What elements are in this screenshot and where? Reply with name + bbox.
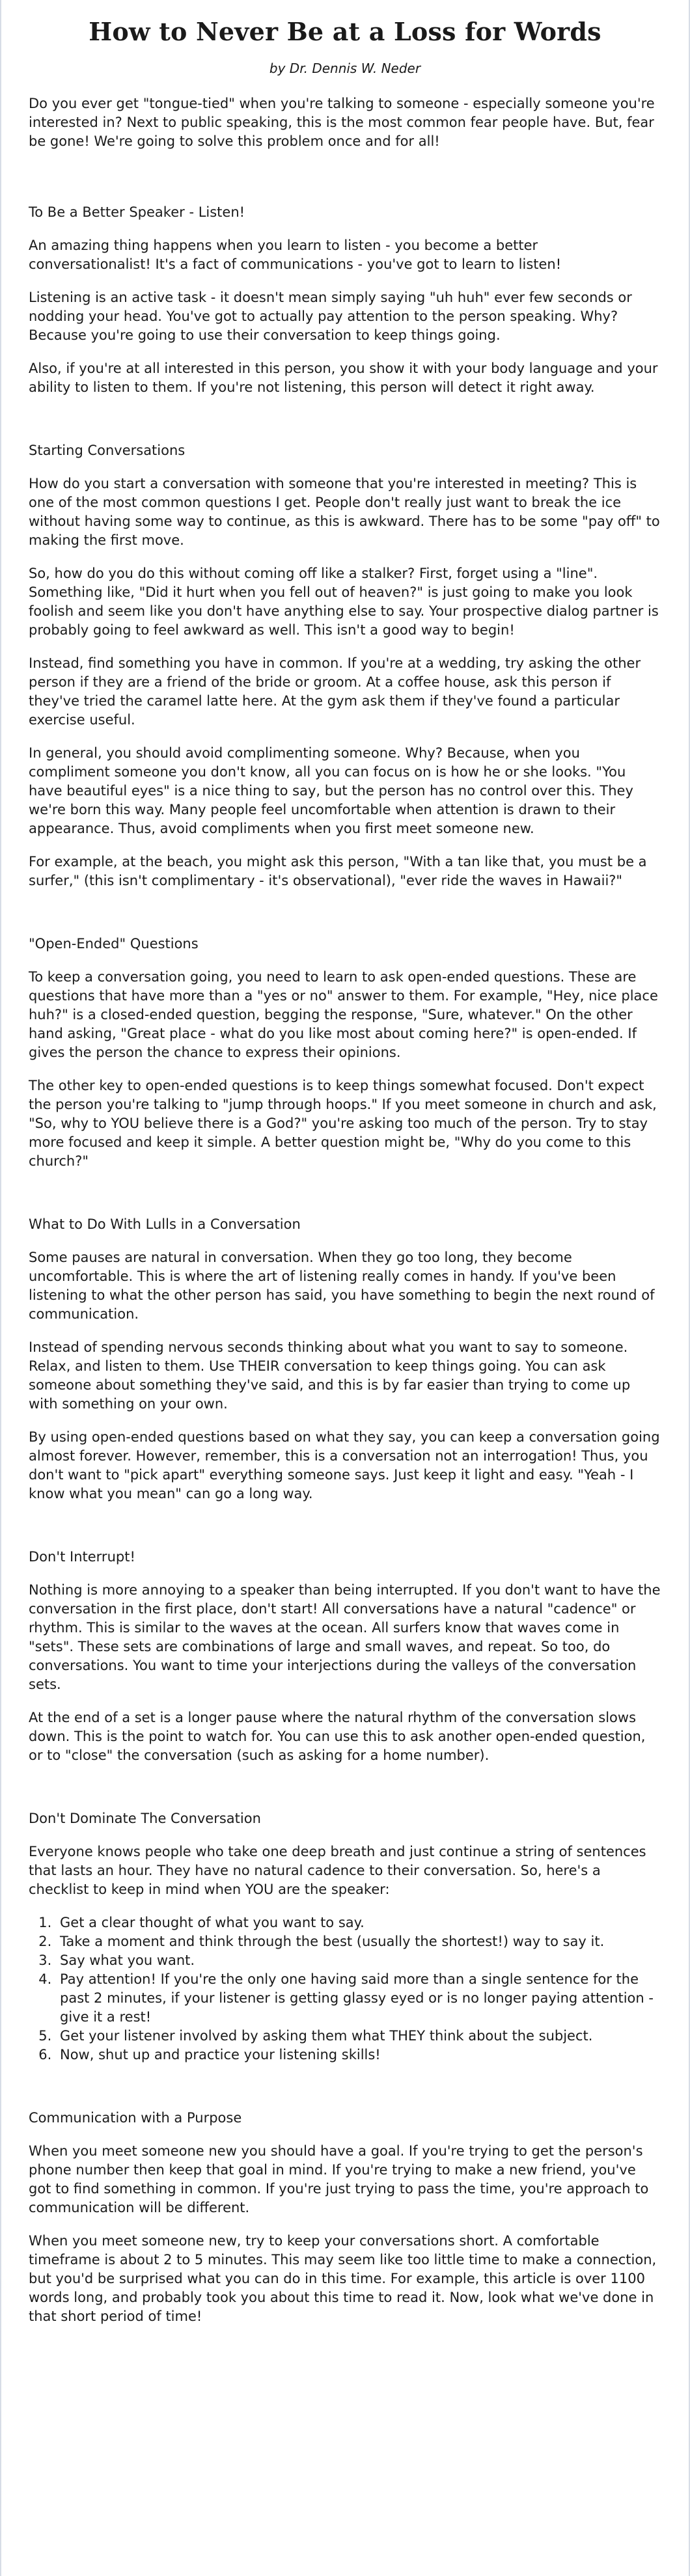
article-section [29, 935, 661, 1171]
article-section [29, 1548, 661, 1765]
article-section [29, 203, 661, 397]
section-heading: Communication with a Purpose [29, 2110, 242, 2126]
article-section [29, 2109, 661, 2326]
body-paragraph: Listening is an active task - it doesn't mean simply saying "uh huh" ever few seconds or nodding your head. You've got to actually pay attention to the person speaking. Why? Because you're going to use their conversation to keep things going. [29, 290, 632, 343]
body-paragraph: So, how do you do this without coming off like a stalker? First, forget using a "line". Something like, "Did it hurt when you fell out of heaven?" is just going to make you look foolish and seem like you don't have anything else to say. Your prospective dialog partner is probably going to feel awkward as well. This isn't a good way to begin! [29, 566, 659, 638]
body-paragraph: Nothing is more annoying to a speaker than being interrupted. If you don't want to have the conversation in the first place, don't start! All conversations have a natural "cadence" or rhythm. This is similar to the waves at the ocean. All surfers know that waves come in "sets". These sets are combinations of large and small waves, and repeat. So too, do conversations. You want to time your interjections during the valleys of the conversation sets. [29, 1582, 661, 1692]
article-section [29, 441, 661, 890]
speaker-checklist [29, 1913, 661, 2064]
checklist-item: 4. Pay attention! If you're the only one having said more than a single sentence for the past 2 minutes, if your listener is getting glassy eyed or is no longer paying attention - give it a rest! [56, 1970, 661, 2027]
section-heading: "Open-Ended" Questions [29, 936, 199, 952]
body-paragraph: The other key to open-ended questions is to keep things somewhat focused. Don't expect the person you're talking to "jump through hoops." If you meet someone in church and ask, "So, why to YOU believe there is a God?" you're asking too much of the person. Try to stay more focused and keep it simple. A better question might be, "Why do you come to this church?" [29, 1078, 657, 1169]
body-paragraph: When you meet someone new, try to keep your conversations short. A comfortable timeframe is about 2 to 5 minutes. This may seem like too little time to make a connection, but you'd be surprised what you can do in this time. For example, this article is over 1100 words long, and probably took you about this time to read it. Now, look what we've done in that short period of time! [29, 2233, 657, 2324]
article-byline: by Dr. Dennis W. Neder [269, 61, 421, 76]
checklist-item: 6. Now, shut up and practice your listening skills! [56, 2046, 661, 2064]
checklist-item: 2. Take a moment and think through the best (usually the shortest!) way to say it. [56, 1932, 661, 1951]
section-heading: Don't Dominate The Conversation [29, 1811, 261, 1826]
body-paragraph: An amazing thing happens when you learn to listen - you become a better conversationalist! It's a fact of communications - you've got to learn to listen! [29, 238, 562, 272]
body-paragraph: Instead of spending nervous seconds thinking about what you want to say to someone. Relax, and listen to them. Use THEIR conversation to keep things going. You can ask someone about something they've said, and this is by far easier than trying to come up with something on your own. [29, 1339, 631, 1412]
section-heading: Starting Conversations [29, 443, 186, 458]
body-paragraph: To keep a conversation going, you need to learn to ask open-ended questions. These are questions that have more than a "yes or no" answer to them. For example, "Hey, nice place huh?" is a closed-ended question, begging the response, "Sure, whatever." On the other hand asking, "Great place - what do you like most about coming here?" is open-ended. If gives the person the chance to express their opinions. [29, 969, 658, 1060]
body-paragraph: Also, if you're at all interested in this person, you show it with your body language and your ability to listen to them. If you're not listening, this person will detect it right away. [29, 361, 658, 395]
checklist-item: 1. Get a clear thought of what you want to say. [56, 1913, 661, 1932]
section-heading: What to Do With Lulls in a Conversation [29, 1216, 301, 1232]
body-paragraph: Everyone knows people who take one deep breath and just continue a string of sentences that lasts an hour. They have no natural cadence to their conversation. So, here's a checklist to keep in mind when YOU are the speaker: [29, 1844, 646, 1897]
article-sections [29, 203, 661, 2326]
checklist-item: 5. Get your listener involved by asking them what THEY think about the subject. [56, 2027, 661, 2046]
body-paragraph: When you meet someone new you should have a goal. If you're trying to get the person's phone number then keep that goal in mind. If you're trying to make a new friend, you've got to find something in common. If you're just trying to pass the time, you're approach to communication will be different. [29, 2143, 649, 2215]
body-paragraph: In general, you should avoid complimenting someone. Why? Because, when you compliment someone you don't know, all you can focus on is how he or she looks. "You have beautiful eyes" is a nice thing to say, but the person has no control over this. They we're born this way. Many people feel uncomfortable when attention is drawn to their appearance. Thus, avoid compliments when you first meet someone new. [29, 745, 633, 836]
body-paragraph: Some pauses are natural in conversation. When they go too long, they become uncomfortable. This is where the art of listening really comes in handy. If you've been listening to what the other person has said, you have something to begin the next round of communication. [29, 1250, 655, 1322]
body-paragraph: How do you start a conversation with someone that you're interested in meeting? This is one of the most common questions I get. People don't really just want to break the ice without having some way to continue, as this is awkward. There has to be some "pay off" to making the first move. [29, 476, 660, 548]
body-paragraph: Instead, find something you have in common. If you're at a wedding, try asking the other person if they are a friend of the bride or groom. At a coffee house, ask this person if they've tried the caramel latte here. At the gym ask them if they've found a particular exercise useful. [29, 655, 641, 728]
article-section [29, 1215, 661, 1503]
body-paragraph: By using open-ended questions based on what they say, you can keep a conversation going almost forever. However, remember, this is a conversation not an interrogation! Thus, you don't want to "pick apart" everything someone says. Just keep it light and easy. "Yeah - I know what you mean" can go a long way. [29, 1429, 660, 1501]
article-section [29, 1809, 661, 2064]
article-title: How to Never Be at a Loss for Words [89, 17, 601, 46]
body-paragraph: At the end of a set is a longer pause where the natural rhythm of the conversation slows down. This is the point to watch for. You can use this to ask another open-ended question, or to "close" the conversation (such as asking for a home number). [29, 1710, 646, 1763]
section-heading: To Be a Better Speaker - Listen! [29, 204, 245, 220]
body-paragraph: For example, at the beach, you might ask this person, "With a tan like that, you must be a surfer," (this isn't complimentary - it's observational), "ever ride the waves in Hawaii?" [29, 854, 647, 888]
section-heading: Don't Interrupt! [29, 1549, 135, 1565]
intro-paragraph: Do you ever get "tongue-tied" when you're talking to someone - especially someone you're interested in? Next to public speaking, this is the most common fear people have. But, fear be gone! We're going to solve this problem once and for all! [29, 96, 655, 149]
checklist-item: 3. Say what you want. [56, 1951, 661, 1970]
